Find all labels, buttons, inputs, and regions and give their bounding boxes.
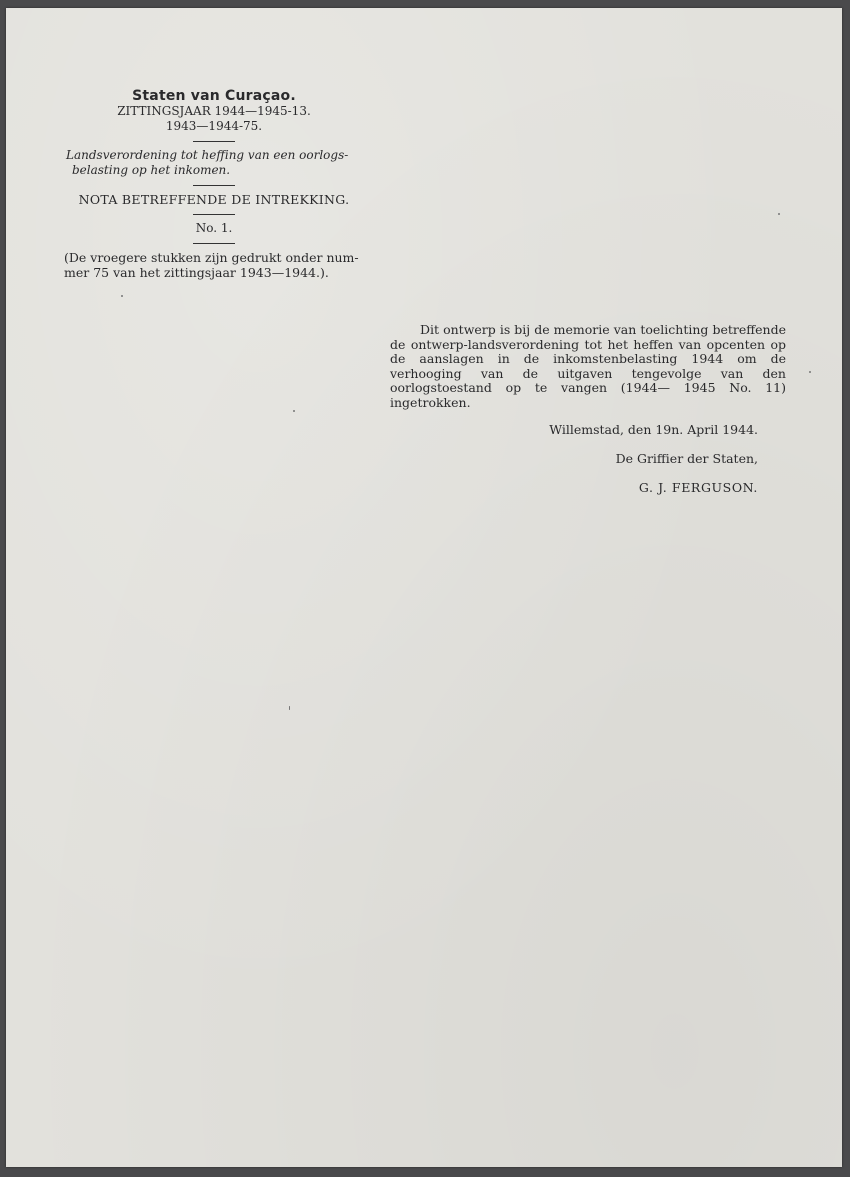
body-line-2: de ontwerp-landsverordening tot het heffen van opcenten op de <box>390 336 786 366</box>
paper-sheet <box>6 8 842 1167</box>
subject-line-1: Landsverordening tot heffing van een oorlogs- <box>66 148 349 162</box>
paper-speck <box>809 371 811 373</box>
signatory-title: De Griffier der Staten, <box>615 451 758 466</box>
institution-name: Staten van Curaçao. <box>132 88 296 104</box>
paper-speck <box>293 410 295 412</box>
body-paragraph <box>390 323 786 410</box>
previous-documents-note <box>64 250 364 280</box>
place-and-date: Willemstad, den 19n. April 1944. <box>549 422 758 437</box>
note-line-2: mer 75 van het zittingsjaar 1943—1944.). <box>64 265 329 280</box>
withdrawal-notice <box>390 323 786 495</box>
body-line-1: Dit ontwerp is bij de memorie van toelichting betreffende <box>420 322 786 337</box>
paper-speck <box>778 213 780 215</box>
subject-line-2: belasting op het inkomen. <box>72 163 231 177</box>
paper-speck <box>121 295 123 297</box>
paper-speck <box>289 706 290 710</box>
divider-rule <box>193 141 235 142</box>
divider-rule <box>193 243 235 244</box>
session-year-secondary: 1943—1944-75. <box>165 119 263 133</box>
body-line-3: aanslagen in de inkomstenbelasting 1944 om de verhooging van <box>390 351 786 381</box>
divider-rule <box>193 214 235 215</box>
note-line-1: (De vroegere stukken zijn gedrukt onder num- <box>64 250 359 265</box>
document-header <box>64 88 364 280</box>
body-line-4: de uitgaven tengevolge van den oorlogstoestand op te vangen <box>390 365 786 395</box>
document-number: No. 1. <box>195 221 233 235</box>
document-subject <box>64 148 364 178</box>
signatory-name: G. J. FERGUSON. <box>638 480 758 495</box>
nota-title: NOTA BETREFFENDE DE INTREKKING. <box>78 192 350 207</box>
session-year-primary: ZITTINGSJAAR 1944—1945-13. <box>117 104 311 118</box>
divider-rule <box>193 185 235 186</box>
signature-block <box>390 422 786 495</box>
body-line-5: (1944— 1945 No. 11) ingetrokken. <box>390 380 786 410</box>
